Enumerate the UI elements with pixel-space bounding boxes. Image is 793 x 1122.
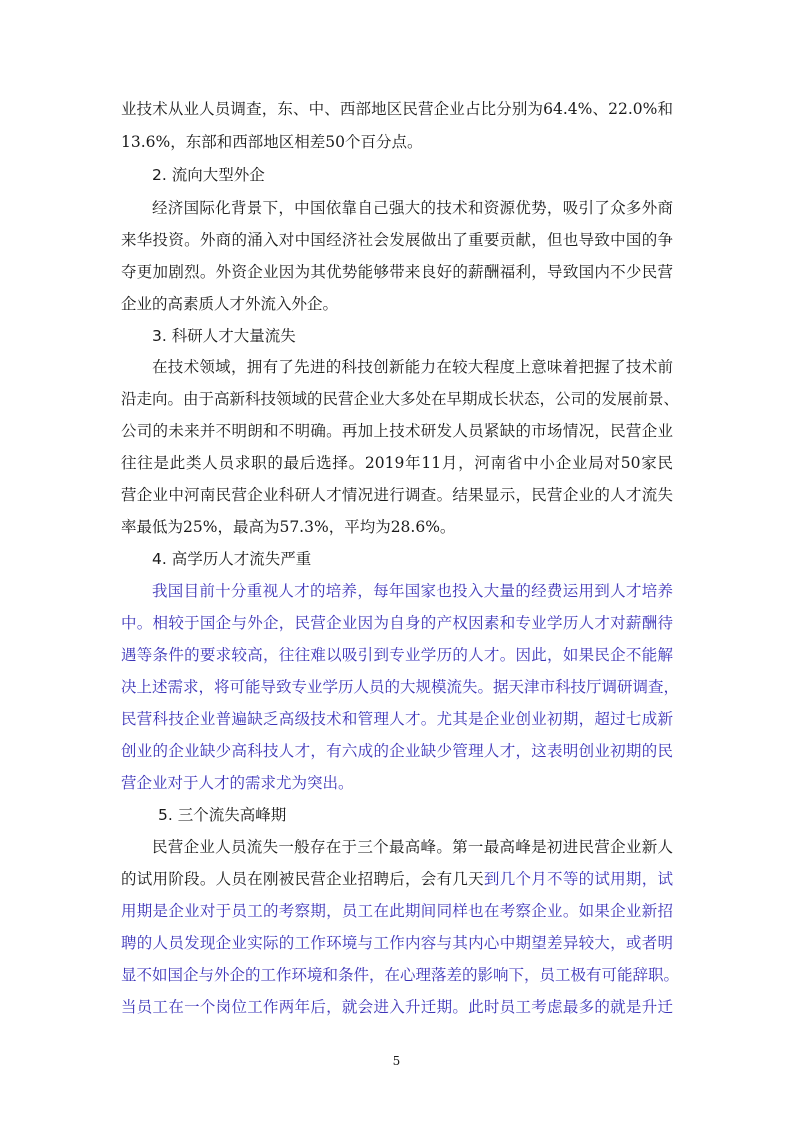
section-heading: 5. 三个流失高峰期 [158, 806, 287, 824]
body-line: 率最低为25%，最高为57.3%，平均为28.6%。 [121, 518, 456, 536]
body-line: 营企业对于人才的需求尤为突出。 [121, 774, 354, 792]
body-line: 营企业中河南民营企业科研人才情况进行调查。结果显示，民营企业的人才流失 [121, 486, 673, 504]
body-line: 民营科技企业普遍缺乏高级技术和管理人才。尤其是企业创业初期，超过七成新 [121, 710, 673, 728]
body-line: 聘的人员发现企业实际的工作环境与工作内容与其内心中期望差异较大，或者明 [121, 934, 673, 952]
section-heading: 4. 高学历人才流失严重 [152, 550, 312, 568]
page-number: 5 [392, 1054, 401, 1068]
body-line: 显不如国企与外企的工作环境和条件，在心理落差的影响下，员工极有可能辞职。 [121, 966, 680, 984]
body-line: 夺更加剧烈。外资企业因为其优势能够带来良好的薪酬福利，导致国内不少民营 [121, 263, 673, 281]
section-heading: 3. 科研人才大量流失 [152, 327, 296, 345]
body-line: 经济国际化背景下，中国依靠自己强大的技术和资源优势，吸引了众多外商 [152, 199, 673, 217]
body-line: 业技术从业人员调查，东、中、西部地区民营企业占比分别为64.4%、22.0%和 [121, 100, 673, 118]
body-line: 的试用阶段。人员在刚被民营企业招聘后，会有几天到几个月不等的试用期，试 [121, 870, 673, 888]
body-line: 创业的企业缺少高科技人才，有六成的企业缺少管理人才，这表明创业初期的民 [121, 742, 673, 760]
body-line: 来华投资。外商的涌入对中国经济社会发展做出了重要贡献，但也导致中国的争 [121, 231, 673, 249]
body-line: 遇等条件的要求较高，往往难以吸引到专业学历的人才。因此，如果民企不能解 [121, 646, 673, 664]
body-line: 往往是此类人员求职的最后选择。2019年11月，河南省中小企业局对50家民 [121, 454, 673, 472]
body-line: 在技术领域，拥有了先进的科技创新能力在较大程度上意味着把握了技术前 [152, 358, 673, 376]
body-line: 企业的高素质人才外流入外企。 [121, 295, 339, 313]
body-line: 公司的未来并不明朗和不明确。再加上技术研发人员紧缺的市场情况，民营企业 [121, 422, 673, 440]
body-line: 用期是企业对于员工的考察期，员工在此期间同样也在考察企业。如果企业新招 [121, 902, 673, 920]
body-line: 民营企业人员流失一般存在于三个最高峰。第一最高峰是初进民营企业新人 [152, 838, 673, 856]
body-line: 当员工在一个岗位工作两年后，就会进入升迁期。此时员工考虑最多的就是升迁 [121, 998, 673, 1016]
body-line: 沿走向。由于高新科技领域的民营企业大多处在早期成长状态，公司的发展前景、 [121, 390, 680, 408]
body-line: 中。相较于国企与外企，民营企业因为自身的产权因素和专业学历人才对薪酬待 [121, 614, 673, 632]
body-line: 13.6%，东部和西部地区相差50个百分点。 [121, 133, 423, 151]
body-line: 我国目前十分重视人才的培养，每年国家也投入大量的经费运用到人才培养 [152, 582, 673, 600]
body-line: 决上述需求，将可能导致专业学历人员的大规模流失。据天津市科技厅调研调查， [121, 678, 680, 696]
section-heading: 2. 流向大型外企 [152, 166, 265, 184]
